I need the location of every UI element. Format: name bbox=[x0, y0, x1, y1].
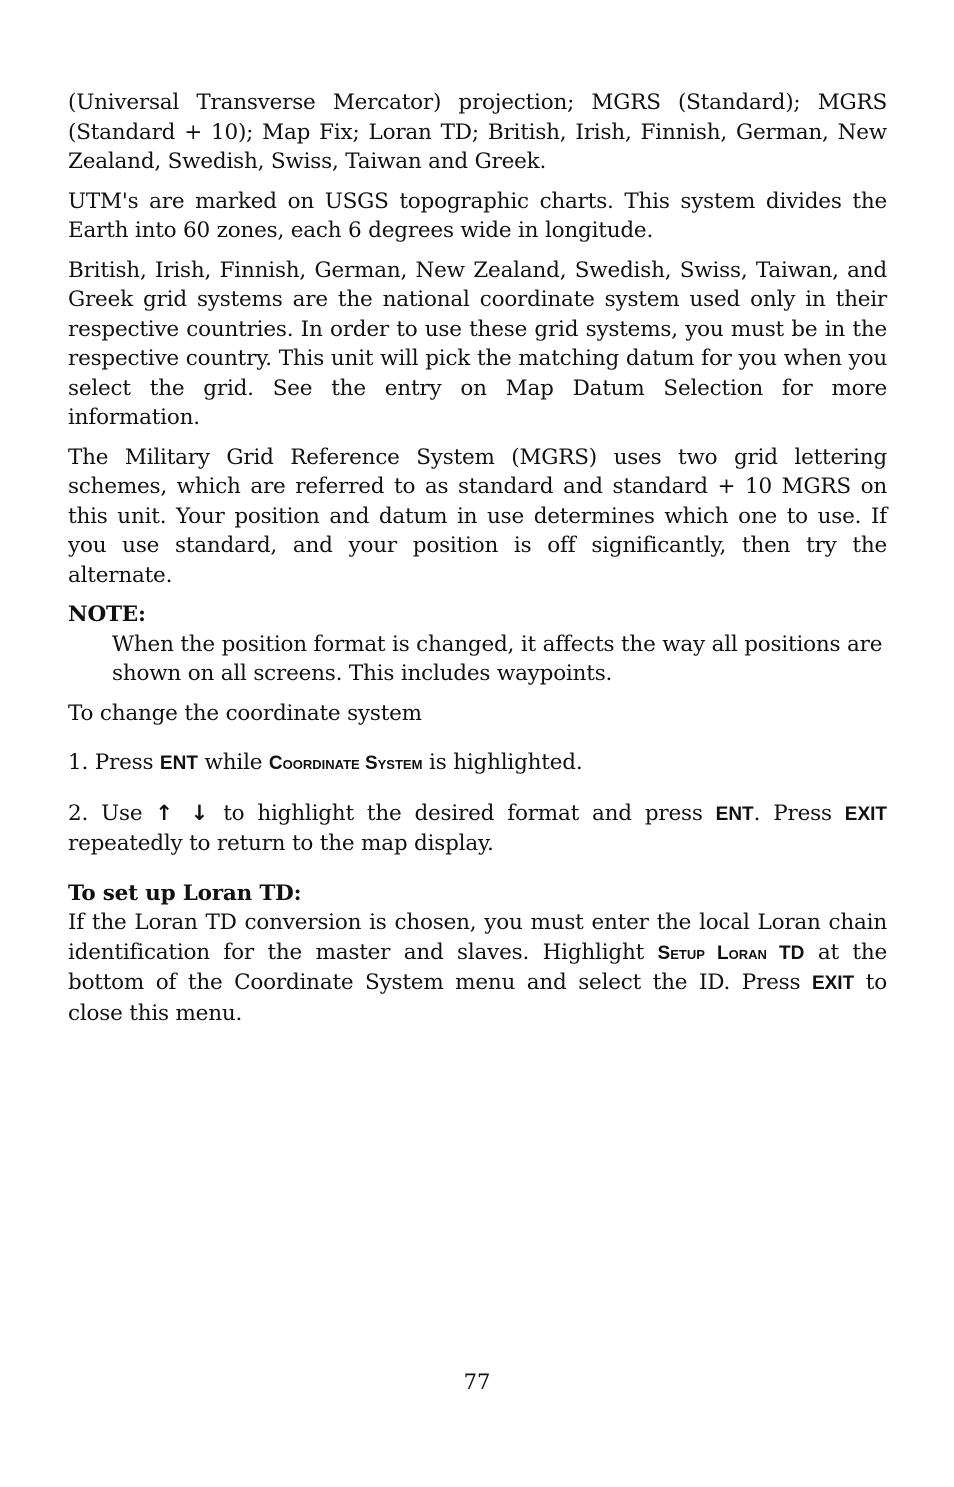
loran-text-2: at the bottom of the Coordinate System menu and select the ID. Press bbox=[68, 939, 887, 995]
step-1-suffix: is highlighted. bbox=[422, 750, 583, 775]
step-1 bbox=[68, 748, 887, 779]
paragraph-national-grids: British, Irish, Finnish, German, New Zealand, Swedish, Swiss, Taiwan, and Greek grid systems are the national coordinate system used only in their respective countries. In order to use these grid systems, you must be in the respective country. This unit will pick the matching datum for you when you select the grid. See the entry on Map Datum Selection for more information. bbox=[68, 257, 887, 430]
step-1-mid: while bbox=[197, 750, 269, 775]
note-block bbox=[68, 600, 887, 689]
ent-key-label-2: ENT bbox=[715, 803, 754, 825]
step-2-mid2: . Press bbox=[753, 800, 845, 826]
ent-key-label: ENT bbox=[159, 753, 198, 774]
intro-text: To change the coordinate system bbox=[68, 700, 422, 726]
paragraph-mgrs: The Military Grid Reference System (MGRS) uses two grid lettering schemes, which are referred to as standard and standard + 10 MGRS on this unit. Your position and datum in use determines which one to use. If you use standard, and your position is off significantly, then try the alternate. bbox=[68, 444, 887, 588]
loran-heading: To set up Loran TD: bbox=[68, 880, 302, 906]
loran-paragraph bbox=[68, 908, 887, 1028]
exit-key-label: EXIT bbox=[844, 803, 888, 825]
paragraph-utm: UTM's are marked on USGS topographic charts. This system divides the Earth into 60 zones, each 6 degrees wide in longitude. bbox=[68, 188, 887, 243]
setup-loran-td-menu-item: Setup Loran TD bbox=[657, 942, 805, 964]
note-body: When the position format is changed, it affects the way all positions are shown on all screens. This includes waypoints. bbox=[112, 631, 883, 686]
page-content bbox=[68, 88, 887, 1038]
note-label: NOTE: bbox=[68, 602, 146, 627]
step-2-suffix: repeatedly to return to the map display. bbox=[68, 831, 494, 856]
step-2-mid1: to highlight the desired format and press bbox=[210, 800, 716, 826]
up-down-arrows-icon: ↑ ↓ bbox=[155, 800, 211, 825]
exit-key-label-2: EXIT bbox=[811, 973, 855, 994]
paragraph-coordinate-formats: (Universal Transverse Mercator) projection; MGRS (Standard); MGRS (Standard + 10); Map Fix; Loran TD; British, Irish, Finnish, German, New Zealand, Swedish, Swiss, Taiwan and Greek. bbox=[68, 90, 887, 174]
loran-text-1: If the Loran TD conversion is chosen, you must enter the local Loran chain identification for the master and slaves. Highlight bbox=[68, 910, 887, 965]
step-2 bbox=[68, 799, 887, 859]
step-1-prefix: 1. Press bbox=[68, 750, 160, 775]
step-2-prefix: 2. Use bbox=[68, 800, 156, 826]
coordinate-system-menu-item: Coordinate System bbox=[268, 753, 423, 774]
loran-text-3: to close this menu. bbox=[68, 970, 887, 1026]
page-number: 77 bbox=[463, 1370, 491, 1394]
